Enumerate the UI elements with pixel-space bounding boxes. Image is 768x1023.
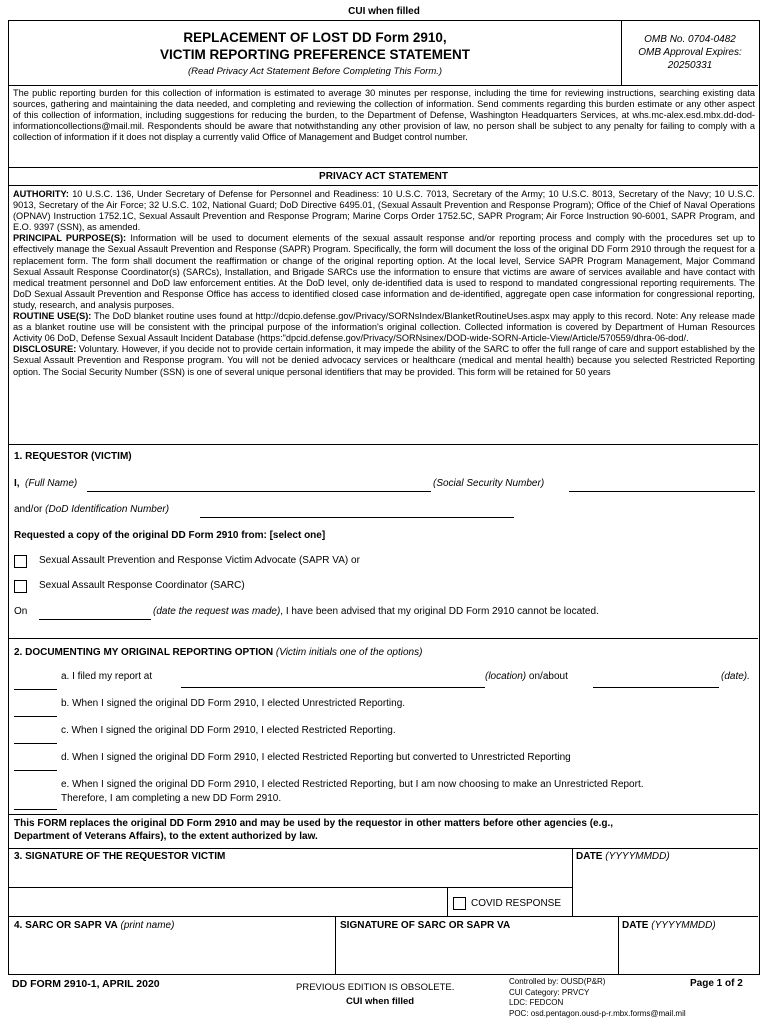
on-label: On: [14, 606, 28, 617]
location-field[interactable]: [181, 687, 485, 688]
report-date-label: (date).: [721, 671, 750, 682]
divider: [9, 848, 758, 849]
divider: [9, 638, 758, 639]
cui-category: CUI Category: PRVCY: [509, 987, 590, 997]
divider: [618, 916, 619, 974]
option-b-label: b. When I signed the original DD Form 2910, I elected Unrestricted Reporting.: [61, 698, 406, 709]
option-a-label: a. I filed my report at: [61, 671, 153, 682]
sarc-signature-label: SIGNATURE OF SARC OR SAPR VA: [340, 920, 511, 931]
full-name-label: (Full Name): [25, 478, 78, 489]
initials-e-field[interactable]: [14, 809, 57, 810]
section-4-note: (print name): [120, 920, 175, 931]
cui-marking-top: CUI when filled: [348, 6, 420, 17]
title-line-1: REPLACEMENT OF LOST DD Form 2910,: [183, 30, 447, 45]
section-2-heading-row: [14, 647, 422, 658]
covid-response-label: COVID RESPONSE: [471, 898, 562, 909]
location-label: (location): [485, 671, 527, 682]
divider: [9, 887, 572, 888]
omb-box: [621, 21, 758, 86]
andor-text: and/or: [14, 504, 43, 515]
purpose-paragraph: [13, 233, 755, 311]
section-4-date-format: (YYYYMMDD): [651, 920, 716, 931]
routine-label: ROUTINE USE(S):: [13, 311, 92, 322]
initials-d-field[interactable]: [14, 770, 57, 771]
section-4-heading-row: [14, 920, 174, 931]
section-3-date-format: (YYYYMMDD): [605, 851, 670, 862]
omb-number: OMB No. 0704-0482: [644, 34, 736, 45]
option-e-label-2: Therefore, I am completing a new DD Form 2910.: [61, 793, 282, 804]
ldc: LDC: FEDCON: [509, 998, 564, 1007]
section-3-date-row: [576, 851, 670, 862]
notice-line-2: Department of Veterans Affairs), to the extent authorized by law.: [14, 831, 318, 842]
controlled-by: Controlled by: OUSD(P&R): [509, 977, 606, 986]
initials-b-field[interactable]: [14, 716, 57, 717]
routine-paragraph: [13, 311, 755, 344]
divider: [9, 444, 758, 445]
privacy-act-heading: PRIVACY ACT STATEMENT: [9, 167, 758, 185]
divider: [9, 916, 758, 917]
request-date-text: [153, 606, 599, 617]
privacy-act-statement: [13, 189, 755, 378]
burden-statement: The public reporting burden for this collection of information is estimated to average 30 minutes per response, including the time for reviewing instructions, searching existing data sources, gathering and maintaining the data needed, and completing and reviewing the collection of information. Send comments regarding this burden estimate or any other aspect of this collection of information, including suggestions for reducing the burden, to the Department of Defense, Washington Headquarters Services, at whs.mc-alex.esd.mbx.dd-dod-informationcollections@mail.mil. Respondents should be aware that notwithstanding any other provision of law, no person shall be subject to any penalty for failing to comply with a collection of information if it does not display a currently valid Office of Management and Budget control number.: [13, 88, 755, 143]
section-2-heading: 2. DOCUMENTING MY ORIGINAL REPORTING OPTION: [14, 647, 274, 658]
divider: [335, 916, 336, 974]
previous-edition-notice: PREVIOUS EDITION IS OBSOLETE.: [296, 982, 455, 993]
advised-text: , I have been advised that my original DD Form 2910 cannot be located.: [280, 606, 599, 617]
initials-c-field[interactable]: [14, 743, 57, 744]
sapr-va-checkbox[interactable]: [14, 555, 27, 568]
section-3-date-label: DATE: [576, 851, 603, 862]
title-line-2: VICTIM REPORTING PREFERENCE STATEMENT: [159, 47, 470, 62]
onabout-label: on/about: [526, 671, 568, 682]
sarc-option-label: Sexual Assault Response Coordinator (SARC): [39, 580, 245, 591]
divider: [572, 848, 573, 916]
initials-a-field[interactable]: [14, 689, 57, 690]
request-date-hint: (date the request was made): [153, 606, 281, 617]
poc: POC: osd.pentagon.ousd-p-r.mbx.forms@mail.mil: [509, 1008, 686, 1018]
notice-line-1: This FORM replaces the original DD Form 2910 and may be used by the requestor in other matters before other agencies (e.g.,: [14, 818, 614, 829]
section-4-date-label: DATE: [622, 920, 649, 931]
request-heading: Requested a copy of the original DD Form 2910 from: [select one]: [14, 530, 326, 541]
routine-text: The DoD blanket routine uses found at http://dcpio.defense.gov/Privacy/SORNsIndex/BlanketRoutineUses.aspx may apply to this record. Note: Any release made as a blanket routine use will be consistent with the principal purpose of the information's original collection. Collected information is covered by Department of Human Resources Activity 06 DoD, Defense Sexual Assault Incident Database (https:"dpcid.defense.gov/Privacy/SORNsinex/DOD-wide-SORN-Article-View/Article/570559/dhra-06-dod/.: [13, 311, 755, 344]
section-4-date-row: [622, 920, 716, 931]
dod-id-label: (DoD Identification Number): [45, 504, 170, 515]
covid-response-checkbox[interactable]: [453, 897, 466, 910]
divider: [9, 185, 758, 186]
form-subtitle: (Read Privacy Act Statement Before Completing This Form.): [187, 66, 443, 77]
purpose-text: Information will be used to document elements of the sexual assault response and/or reporting process and comply with the procedures set up to effectively manage the Sexual Assault Prevention and Response (SAPR) Program. Specifically, the form will document the loss of the original DD Form 2910 through the request for a replacement form. The form shall document the reaffirmation or change of the original reporting option. At the local level, Service SAPR Program Management, Major Command Sexual Assault Response Coordinator(s) (SARCs), Installation, and Brigade SARCs use the information to ensure that victims are aware of services available and have contact with medical treatment personnel and DoD law enforcement entities. At the DoD level, only de-identified data is used to respond to mandated congressional reporting requirements. The DoD Sexual Assault Prevention and Response Office has access to identified closed case information and de-identified, aggregate open case information for congressional reporting, study, research, and analysis purposes.: [13, 233, 755, 310]
control-block: [509, 977, 686, 1019]
section-4-heading: 4. SARC OR SAPR VA: [14, 920, 118, 931]
disclosure-text: Voluntary. However, if you decide not to provide certain information, it may impede the ability of the SARC to offer the full range of care and support established by the Sexual Assault Prevention and Response program. You will not be denied advocacy services or healthcare (medical and mental health) because you selected Restricted Reporting option. The Social Security Number (SSN) is one of several unique personal identifiers that may be provided. This form will be retained for 50 years: [13, 344, 755, 377]
sarc-checkbox[interactable]: [14, 580, 27, 593]
disclosure-paragraph: [13, 344, 755, 377]
page-number: Page 1 of 2: [690, 978, 743, 989]
i-label: I,: [14, 478, 20, 489]
option-a-location-row: [485, 671, 568, 682]
form-title: [9, 29, 621, 63]
option-d-label: d. When I signed the original DD Form 2910, I elected Restricted Reporting but converted to Unrestricted Reporting: [61, 752, 571, 763]
form-id: DD FORM 2910-1, APRIL 2020: [12, 978, 160, 990]
omb-approval-label: OMB Approval Expires:: [638, 47, 742, 58]
option-c-label: c. When I signed the original DD Form 2910, I elected Restricted Reporting.: [61, 725, 396, 736]
dod-id-field[interactable]: [200, 517, 514, 518]
andor-label: [14, 504, 169, 515]
disclosure-label: DISCLOSURE:: [13, 344, 77, 355]
authority-paragraph: [13, 189, 755, 233]
section-1-heading: 1. REQUESTOR (VICTIM): [14, 451, 132, 462]
option-e-label-1: e. When I signed the original DD Form 2910, I elected Restricted Reporting, but I am now choosing to make an Unrestricted Report.: [61, 779, 644, 790]
divider: [447, 887, 448, 916]
authority-label: AUTHORITY:: [13, 189, 69, 199]
section-2-note: (Victim initials one of the options): [275, 647, 423, 658]
sapr-va-option-label: Sexual Assault Prevention and Response Victim Advocate (SAPR VA) or: [39, 555, 360, 566]
omb-expiry-date: 20250331: [667, 60, 713, 71]
divider: [9, 814, 758, 815]
ssn-label: (Social Security Number): [433, 478, 545, 489]
ssn-field[interactable]: [569, 491, 755, 492]
authority-text: 10 U.S.C. 136, Under Secretary of Defense for Personnel and Readiness: 10 U.S.C. 7013, Secretary of the Army; 10 U.S.C. 8013, Secretary of the Navy; 10 U.S.C. 9013, Secretary of the Air Force; 32 U.S.C. 102, National Guard; DoD Directive 6495.01, (Sexual Assault Prevention and Response Program); Office of the Chief of Naval Operations (OPNAV) Instruction 1752.1C, Sexual Assault Prevention and Response Program; Marine Corps Order 1752.5C, SAPR Program; Air Force Instruction 90-6001, SAPR Program, and E.O. 9397 (SSN), as amended.: [13, 189, 755, 233]
report-date-field[interactable]: [593, 687, 719, 688]
form-body: [8, 20, 760, 975]
section-3-heading: 3. SIGNATURE OF THE REQUESTOR VICTIM: [14, 851, 226, 862]
cui-marking-bottom: CUI when filled: [346, 996, 415, 1007]
purpose-label: PRINCIPAL PURPOSE(S):: [13, 233, 127, 244]
request-date-field[interactable]: [39, 619, 151, 620]
form-header: [9, 21, 758, 86]
full-name-field[interactable]: [87, 491, 431, 492]
